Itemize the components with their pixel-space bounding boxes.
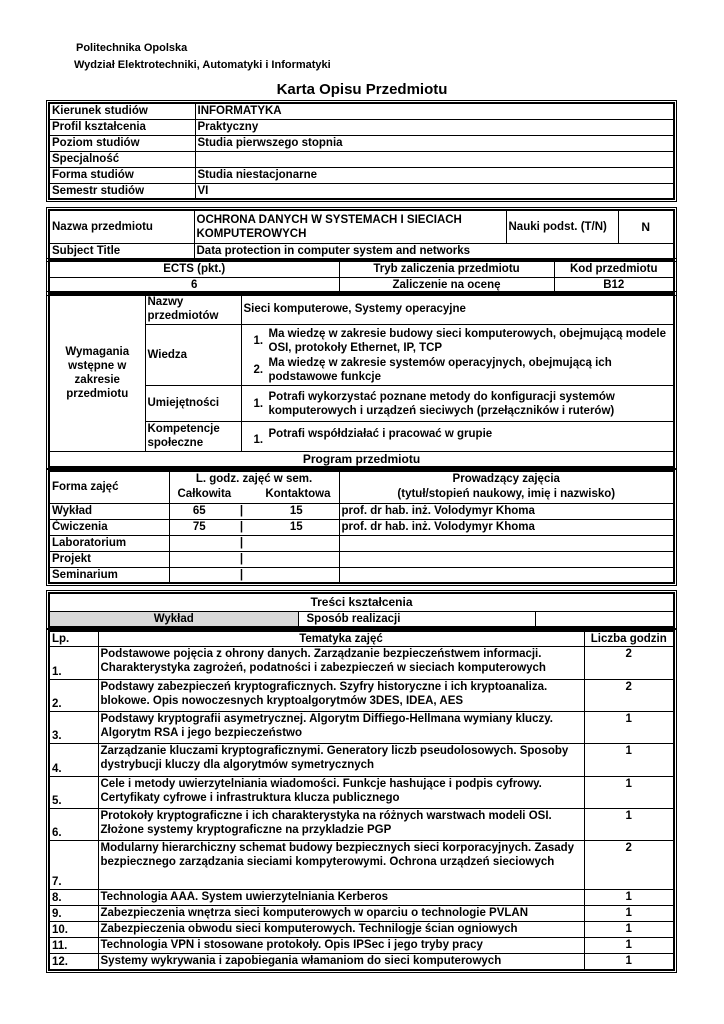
topic-lp: 3. bbox=[49, 712, 98, 744]
list-text: Potrafi wykorzystać poznane metody do konfiguracji systemów komputerowych i urządzeń sieciwych (przełączników i ruterów) bbox=[268, 390, 615, 417]
content-table bbox=[48, 592, 675, 628]
topic-hours: 2 bbox=[584, 680, 674, 712]
topic-hours: 1 bbox=[584, 906, 674, 922]
program-separator: | bbox=[229, 503, 254, 519]
program-form: Seminarium bbox=[49, 567, 169, 583]
program-lecturer bbox=[339, 551, 674, 567]
topic-text: Modularny hierarchiczny schemat budowy bezpiecznych sieci korporacyjnych. Zasady bezpiecznego zarządzania sieciami kompyterowymi. Ochrona urządzeń sieciowych bbox=[98, 841, 584, 890]
general-row bbox=[49, 183, 674, 199]
topic-row bbox=[49, 938, 674, 954]
general-row bbox=[49, 151, 674, 167]
general-row bbox=[49, 167, 674, 183]
list-item bbox=[254, 390, 672, 418]
page-title: Karta Opisu Przedmiotu bbox=[276, 81, 448, 98]
topic-text: Podstawy zabezpieczeń kryptograficznych. Szyfry historyczne i ich kryptoanaliza. blokowe. Opis nowoczesnych kryptoalgorytmów 3DES, IDEA, AES bbox=[98, 680, 584, 712]
program-separator: | bbox=[229, 567, 254, 583]
general-value: Studia pierwszego stopnia bbox=[195, 135, 674, 151]
list-text: Potrafi współdziałać i pracować w grupie bbox=[268, 427, 493, 440]
topic-lp: 5. bbox=[49, 777, 98, 809]
topic-row bbox=[49, 922, 674, 938]
topic-lp: 8. bbox=[49, 890, 98, 906]
topic-lp: 12. bbox=[49, 954, 98, 970]
prerequisites-label: Wymagania wstępne w zakresie przedmiotu bbox=[49, 294, 145, 451]
topic-text: Zabezpieczenia obwodu sieci komputerowych. Technilogje ścian ogniowych bbox=[98, 922, 584, 938]
topic-row bbox=[49, 744, 674, 777]
prereq-names-label: Nazwy przedmiotów bbox=[145, 294, 241, 324]
basic-science-label: Nauki podst. (T/N) bbox=[506, 210, 618, 243]
program-table bbox=[48, 470, 675, 584]
program-separator: | bbox=[229, 551, 254, 567]
method-label: Sposób realizacji bbox=[298, 611, 535, 627]
competences-list bbox=[241, 421, 674, 451]
program-contact bbox=[254, 551, 339, 567]
topic-lp: 9. bbox=[49, 906, 98, 922]
program-contact: 15 bbox=[254, 503, 339, 519]
faculty-name: Wydział Elektrotechniki, Automatyki i Informatyki bbox=[74, 59, 331, 71]
general-label: Kierunek studiów bbox=[49, 103, 195, 119]
general-label: Specjalność bbox=[49, 151, 195, 167]
general-row bbox=[49, 119, 674, 135]
general-value bbox=[195, 151, 674, 167]
topic-text: Systemy wykrywania i zapobiegania włamaniom do sieci komputerowych bbox=[98, 954, 584, 970]
competences-label: Kompetencje społeczne bbox=[145, 421, 241, 451]
program-form: Projekt bbox=[49, 551, 169, 567]
topic-hours: 1 bbox=[584, 890, 674, 906]
program-form: Wykład bbox=[49, 503, 169, 519]
lecturer-sub: (tytuł/stopień naukowy, imię i nazwisko) bbox=[397, 488, 616, 501]
list-number: 2. bbox=[253, 363, 264, 376]
knowledge-list bbox=[241, 324, 674, 385]
ects-value: 6 bbox=[49, 277, 339, 293]
program-total bbox=[169, 535, 229, 551]
list-item bbox=[254, 356, 672, 384]
program-row bbox=[49, 551, 674, 567]
general-value: VI bbox=[195, 183, 674, 199]
contact-label: Kontaktowa bbox=[265, 488, 331, 501]
basic-science-value: N bbox=[618, 210, 674, 243]
program-total bbox=[169, 551, 229, 567]
topic-hours: 2 bbox=[584, 647, 674, 680]
subject-title-value: Data protection in computer system and networks bbox=[194, 243, 674, 259]
general-value: Studia niestacjonarne bbox=[195, 167, 674, 183]
list-number: 1. bbox=[253, 334, 264, 347]
general-label: Poziom studiów bbox=[49, 135, 195, 151]
content-header: Treści kształcenia bbox=[49, 593, 674, 611]
general-label: Profil kształcenia bbox=[49, 119, 195, 135]
topic-lp: 7. bbox=[49, 841, 98, 890]
topic-lp: 2. bbox=[49, 680, 98, 712]
general-value: Praktyczny bbox=[195, 119, 674, 135]
topic-text: Zabezpieczenia wnętrza sieci komputerowych w oparciu o technologie PVLAN bbox=[98, 906, 584, 922]
topic-hours: 2 bbox=[584, 841, 674, 890]
subject-name-table bbox=[48, 209, 675, 260]
general-label: Forma studiów bbox=[49, 167, 195, 183]
ects-label: ECTS (pkt.) bbox=[49, 261, 339, 277]
general-row bbox=[49, 135, 674, 151]
topic-text: Protokoły kryptograficzne i ich charakterystyka na różnych warstwach modeli OSI. Złożone systemy kryptograficzne na przykladzie PGP bbox=[98, 809, 584, 841]
program-row bbox=[49, 535, 674, 551]
topic-row bbox=[49, 809, 674, 841]
program-contact bbox=[254, 535, 339, 551]
program-total bbox=[169, 567, 229, 583]
topic-label: Tematyka zajęć bbox=[98, 631, 584, 647]
topic-lp: 11. bbox=[49, 938, 98, 954]
subject-name-label: Nazwa przedmiotu bbox=[49, 210, 194, 243]
knowledge-label: Wiedza bbox=[145, 324, 241, 385]
hours-label: L. godz. zajęć w sem. bbox=[195, 473, 313, 486]
prereq-names-value: Sieci komputerowe, Systemy operacyjne bbox=[241, 294, 674, 324]
topic-row bbox=[49, 954, 674, 970]
program-total: 65 bbox=[169, 503, 229, 519]
topic-hours: 1 bbox=[584, 954, 674, 970]
topic-row bbox=[49, 680, 674, 712]
program-row bbox=[49, 503, 674, 519]
topic-text: Cele i metody uwierzytelniania wiadomości. Funkcje hashujące i podpis cyfrowy. Certyfikaty cyfrowe i infrastruktura klucza publicznego bbox=[98, 777, 584, 809]
content-kind: Wykład bbox=[49, 611, 298, 627]
topic-lp: 10. bbox=[49, 922, 98, 938]
topic-text: Zarządzanie kluczami kryptograficznymi. Generatory liczb pseudolosowych. Sposoby dystrybucji kluczy dla algorytmów symetrycznych bbox=[98, 744, 584, 777]
topic-hours-label: Liczba godzin bbox=[584, 631, 674, 647]
topic-row bbox=[49, 841, 674, 890]
program-contact bbox=[254, 567, 339, 583]
skills-list bbox=[241, 385, 674, 421]
topic-row bbox=[49, 890, 674, 906]
topic-text: Podstawy kryptografii asymetrycznej. Algorytm Diffiego-Hellmana wymiany kluczy. Algorytm RSA i jego bezpieczeństwo bbox=[98, 712, 584, 744]
total-label: Całkowita bbox=[177, 488, 232, 501]
program-form: Laboratorium bbox=[49, 535, 169, 551]
topic-hours: 1 bbox=[584, 922, 674, 938]
list-text: Ma wiedzę w zakresie budowy sieci komputerowych, obejmującą modele OSI, protokoły Ethernet, IP, TCP bbox=[268, 327, 667, 354]
general-info-table bbox=[48, 102, 675, 200]
list-number: 1. bbox=[253, 433, 264, 446]
prerequisites-table bbox=[48, 293, 675, 468]
topic-row bbox=[49, 712, 674, 744]
topic-text: Technologia AAA. System uwierzytelniania Kerberos bbox=[98, 890, 584, 906]
list-item bbox=[254, 427, 672, 447]
topic-hours: 1 bbox=[584, 712, 674, 744]
program-lecturer bbox=[339, 535, 674, 551]
hours-header bbox=[169, 471, 339, 503]
program-lecturer: prof. dr hab. inż. Volodymyr Khoma bbox=[339, 519, 674, 535]
code-label: Kod przedmiotu bbox=[554, 261, 674, 277]
topic-hours: 1 bbox=[584, 777, 674, 809]
code-value: B12 bbox=[554, 277, 674, 293]
mode-label: Tryb zaliczenia przedmiotu bbox=[339, 261, 554, 277]
ects-table bbox=[48, 260, 675, 294]
program-row bbox=[49, 567, 674, 583]
topic-hours: 1 bbox=[584, 809, 674, 841]
skills-label: Umiejętności bbox=[145, 385, 241, 421]
topic-lp: 4. bbox=[49, 744, 98, 777]
subject-title-label: Subject Title bbox=[49, 243, 194, 259]
general-row bbox=[49, 103, 674, 119]
topic-lp: 1. bbox=[49, 647, 98, 680]
mode-value: Zaliczenie na ocenę bbox=[339, 277, 554, 293]
topic-text: Technologia VPN i stosowane protokoły. Opis IPSec i jego tryby pracy bbox=[98, 938, 584, 954]
program-separator: | bbox=[229, 535, 254, 551]
university-name: Politechnika Opolska bbox=[76, 42, 188, 54]
list-text: Ma wiedzę w zakresie systemów operacyjnych, obejmującą ich podstawowe funkcje bbox=[268, 356, 612, 383]
program-separator: | bbox=[229, 519, 254, 535]
topic-hours: 1 bbox=[584, 744, 674, 777]
list-number: 1. bbox=[253, 397, 264, 410]
topic-row bbox=[49, 777, 674, 809]
topic-row bbox=[49, 647, 674, 680]
list-item bbox=[254, 327, 672, 355]
general-label: Semestr studiów bbox=[49, 183, 195, 199]
topics-table bbox=[48, 630, 675, 971]
program-contact: 15 bbox=[254, 519, 339, 535]
program-row bbox=[49, 519, 674, 535]
form-label: Forma zajęć bbox=[49, 471, 169, 503]
topic-lp: 6. bbox=[49, 809, 98, 841]
topic-hours: 1 bbox=[584, 938, 674, 954]
program-total: 75 bbox=[169, 519, 229, 535]
topic-text: Podstawowe pojęcia z ohrony danych. Zarządzanie bezpieczeństwem informacji. Charakterystyka zagrożeń, podatności i zabezpieczeń w sieciach komputerowych bbox=[98, 647, 584, 680]
program-lecturer: prof. dr hab. inż. Volodymyr Khoma bbox=[339, 503, 674, 519]
program-lecturer bbox=[339, 567, 674, 583]
lp-label: Lp. bbox=[49, 631, 98, 647]
subject-name-value: OCHRONA DANYCH W SYSTEMACH I SIECIACH KOMPUTEROWYCH bbox=[194, 210, 506, 243]
topic-row bbox=[49, 906, 674, 922]
program-header: Program przedmiotu bbox=[49, 451, 674, 467]
lecturer-label: Prowadzący zajęcia bbox=[452, 473, 560, 486]
program-form: Ćwiczenia bbox=[49, 519, 169, 535]
general-value: INFORMATYKA bbox=[195, 103, 674, 119]
